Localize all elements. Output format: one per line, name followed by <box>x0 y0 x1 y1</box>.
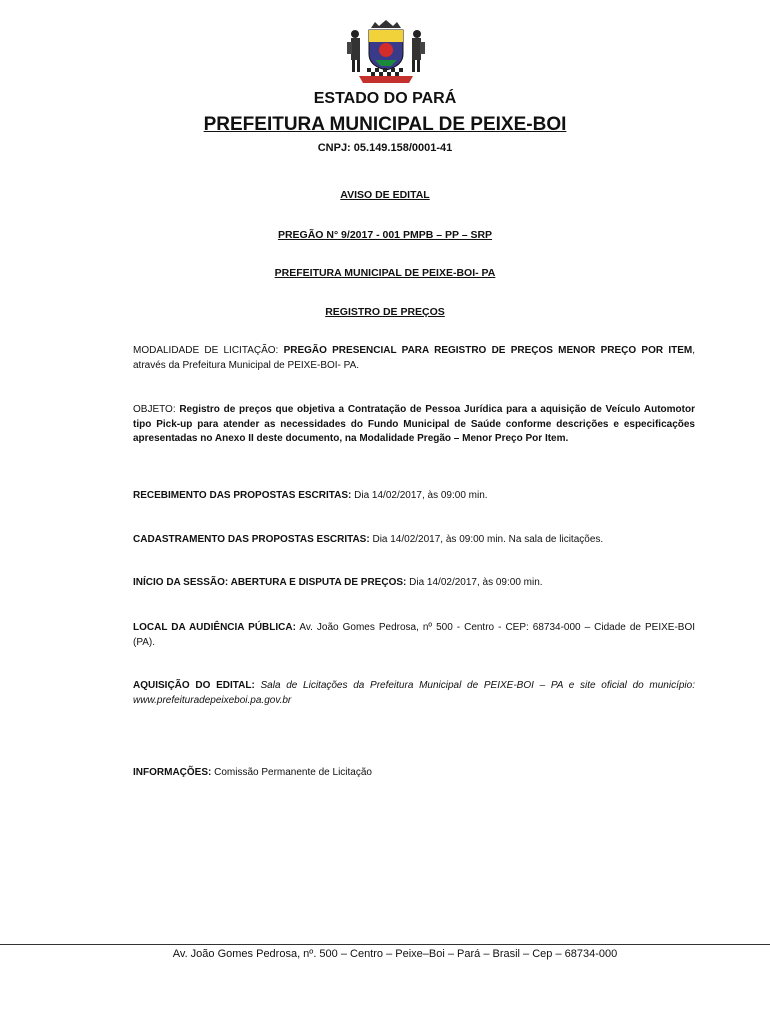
inicio-label: INÍCIO DA SESSÃO: ABERTURA E DISPUTA DE PREÇOS: <box>133 577 407 588</box>
modalidade-rest: , através da Prefeitura Municipal de PEIXE-BOI- PA. <box>133 345 695 371</box>
cadastramento-value: Dia 14/02/2017, às 09:00 min. Na sala de licitações. <box>369 534 604 545</box>
inicio-value: Dia 14/02/2017, às 09:00 min. <box>406 577 543 588</box>
recebimento-label: RECEBIMENTO DAS PROPOSTAS ESCRITAS: <box>133 490 352 501</box>
informacoes-paragraph <box>133 766 695 781</box>
municipal-coat-of-arms-icon <box>341 20 431 84</box>
cadastramento-label: CADASTRAMENTO DAS PROPOSTAS ESCRITAS: <box>133 534 370 545</box>
informacoes-value: Comissão Permanente de Licitação <box>211 767 372 778</box>
local-label: LOCAL DA AUDIÊNCIA PÚBLICA: <box>133 622 296 633</box>
footer-address: Av. João Gomes Pedrosa, nº. 500 – Centro – Peixe–Boi – Pará – Brasil – Cep – 68734-000 <box>172 948 618 960</box>
pregao-heading: PREGÃO N° 9/2017 - 001 PMPB – PP – SRP <box>277 229 493 241</box>
local-paragraph <box>133 621 695 650</box>
recebimento-value: Dia 14/02/2017, às 09:00 min. <box>351 490 488 501</box>
prefeitura-title: PREFEITURA MUNICIPAL DE PEIXE-BOI <box>203 114 567 135</box>
modalidade-paragraph <box>133 344 695 373</box>
recebimento-paragraph <box>133 489 695 504</box>
objeto-text: Registro de preços que objetiva a Contratação de Pessoa Jurídica para a aquisição de Veículo Automotor tipo Pick-up para atender as necessidades do Fundo Municipal de Saúde conforme descrições e especificações apresentadas no Anexo II deste documento, na Modalidade Pregão – Menor Preço Por Item. <box>133 404 695 444</box>
modalidade-label: MODALIDADE DE LICITAÇÃO: <box>133 345 284 356</box>
cadastramento-paragraph <box>133 533 695 548</box>
registro-heading: REGISTRO DE PREÇOS <box>325 306 445 318</box>
aquisicao-paragraph <box>133 679 695 708</box>
state-title: ESTADO DO PARÁ <box>313 90 457 107</box>
footer-divider <box>0 944 770 945</box>
aquisicao-label: AQUISIÇÃO DO EDITAL: <box>133 680 255 691</box>
informacoes-label: INFORMAÇÕES: <box>133 767 212 778</box>
modalidade-bold: PREGÃO PRESENCIAL PARA REGISTRO DE PREÇOS MENOR PREÇO POR ITEM <box>283 345 693 356</box>
objeto-paragraph <box>133 403 695 447</box>
prefeitura-pa-heading: PREFEITURA MUNICIPAL DE PEIXE-BOI- PA <box>274 267 496 279</box>
cnpj-line: CNPJ: 05.149.158/0001-41 <box>317 142 453 154</box>
aviso-heading: AVISO DE EDITAL <box>340 189 430 201</box>
local-value: Av. João Gomes Pedrosa, nº 500 - Centro - CEP: 68734-000 – Cidade de PEIXE-BOI (PA). <box>133 622 695 648</box>
objeto-label: OBJETO: <box>133 404 180 415</box>
inicio-paragraph <box>133 576 695 591</box>
aquisicao-value: Sala de Licitações da Prefeitura Municipal de PEIXE-BOI – PA e site oficial do município: www.prefeituradepeixeboi.pa.gov.br <box>133 680 695 706</box>
